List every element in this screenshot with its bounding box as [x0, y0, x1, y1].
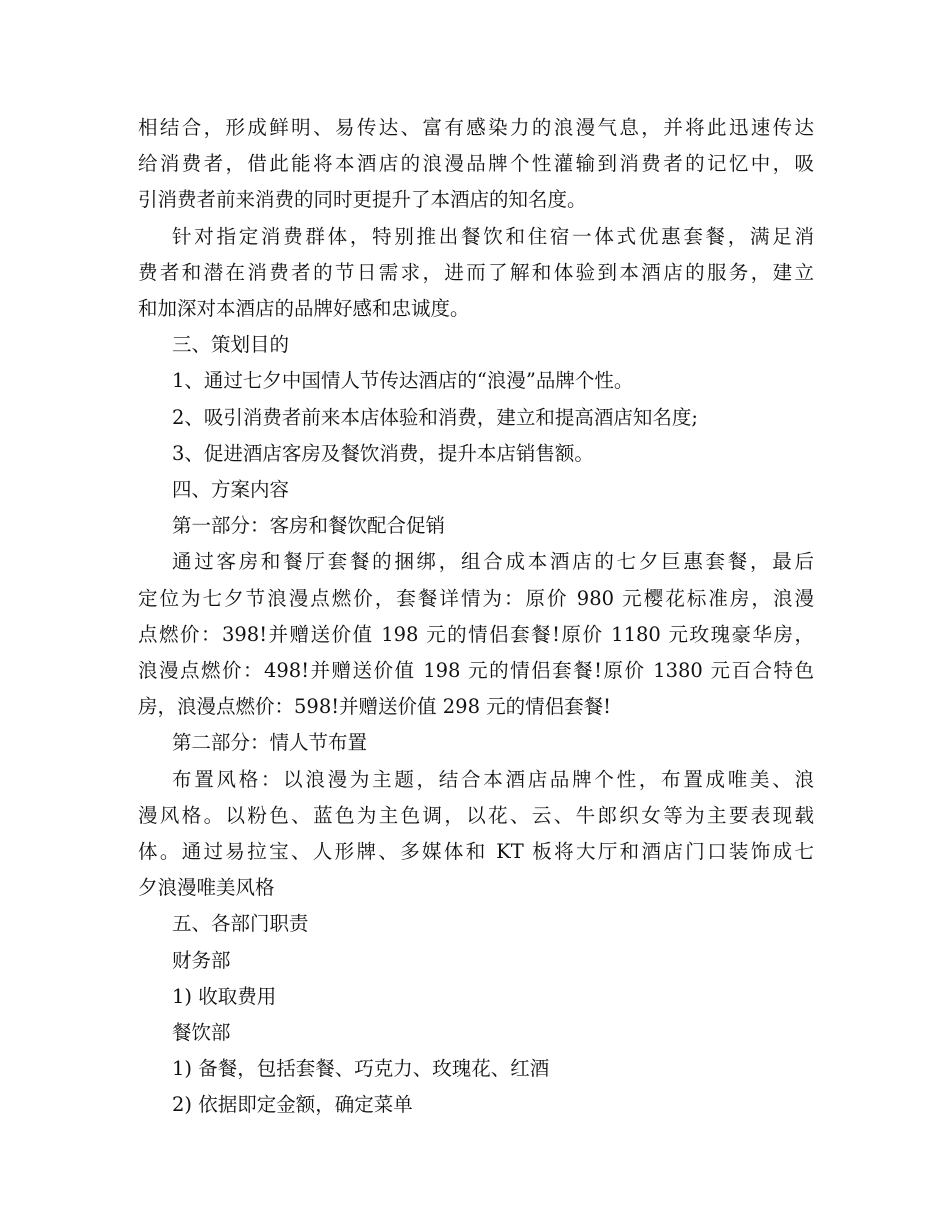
text-line: 3、促进酒店客房及餐饮消费，提升本店销售额。: [172, 441, 594, 465]
text-line: 针对指定消费群体，特别推出餐饮和住宿一体式优惠套餐，满足消: [172, 224, 814, 248]
text-line: 第二部分：情人节布置: [172, 731, 368, 755]
text-line: 漫风格。以粉色、蓝色为主色调，以花、云、牛郎织女等为主要表现载: [138, 803, 814, 827]
text-line: 1、通过七夕中国情人节传达酒店的“浪漫”品牌个性。: [172, 369, 634, 393]
text-line: 定位为七夕节浪漫点燃价，套餐详情为：原价 980 元樱花标准房，浪漫: [138, 586, 814, 610]
text-line: 夕浪漫唯美风格: [138, 876, 275, 900]
text-line: 2) 依据即定金额，确定菜单: [172, 1093, 413, 1117]
text-line: 点燃价：398!并赠送价值 198 元的情侣套餐!原价 1180 元玫瑰豪华房，: [138, 622, 814, 646]
document-body: [138, 110, 814, 1124]
text-line: 引消费者前来消费的同时更提升了本酒店的知名度。: [138, 188, 587, 212]
text-line: 浪漫点燃价：498!并赠送价值 198 元的情侣套餐!原价 1380 元百合特色: [138, 659, 814, 683]
text-line: 和加深对本酒店的品牌好感和忠诚度。: [138, 297, 470, 321]
text-line: 相结合，形成鲜明、易传达、富有感染力的浪漫气息，并将此迅速传达: [138, 116, 814, 139]
text-line: 体。通过易拉宝、人形牌、多媒体和 KT 板将大厅和酒店门口装饰成七: [138, 840, 814, 864]
text-line: 给消费者，借此能将本酒店的浪漫品牌个性灌输到消费者的记忆中，吸: [138, 152, 814, 176]
text-line: 三、策划目的: [172, 333, 290, 357]
text-line: 财务部: [172, 948, 231, 972]
text-line: 第一部分：客房和餐饮配合促销: [172, 514, 446, 538]
text-line: 1) 收取费用: [172, 984, 277, 1008]
text-line: 餐饮部: [172, 1021, 231, 1045]
text-line: 五、各部门职责: [172, 912, 309, 936]
text-line: 布置风格：以浪漫为主题，结合本酒店品牌个性，布置成唯美、浪: [172, 767, 814, 791]
text-line: 四、方案内容: [172, 478, 290, 502]
text-line: 费者和潜在消费者的节日需求，进而了解和体验到本酒店的服务，建立: [138, 260, 814, 284]
text-line: 1) 备餐，包括套餐、巧克力、玫瑰花、红酒: [172, 1057, 550, 1081]
text-line: 房，浪漫点燃价：598!并赠送价值 298 元的情侣套餐!: [138, 695, 612, 719]
text-line: 2、吸引消费者前来本店体验和消费，建立和提高酒店知名度;: [172, 405, 698, 429]
text-line: 通过客房和餐厅套餐的捆绑，组合成本酒店的七夕巨惠套餐，最后: [172, 550, 814, 574]
